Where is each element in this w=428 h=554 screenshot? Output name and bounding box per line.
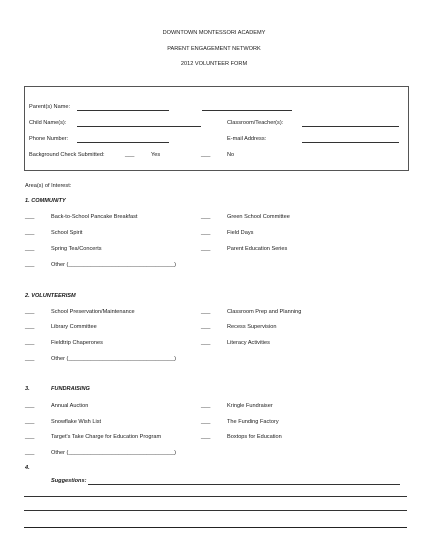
volunteerism-blank-1[interactable]: ___ [25, 309, 35, 315]
community-item-3: Spring Tea/Concerts [51, 246, 102, 252]
fundraising-blank-1[interactable]: ___ [25, 403, 35, 409]
volunteerism-blank-2[interactable]: ___ [25, 324, 35, 330]
suggestions-line-1[interactable] [88, 484, 400, 485]
fundraising-right-item-1: Kringle Fundraiser [227, 403, 273, 409]
community-right-blank-1[interactable]: ___ [201, 214, 211, 220]
suggestions-number: 4. [25, 465, 30, 471]
community-right-item-3: Parent Education Series [227, 246, 288, 252]
background-yes-label: Yes [151, 152, 161, 158]
phone-field[interactable] [77, 142, 169, 143]
fundraising-other[interactable]: Other (__________________________________) [51, 450, 177, 456]
page-bottom-rule [24, 527, 407, 528]
child-name-field[interactable] [77, 126, 201, 127]
parents-name-field[interactable] [77, 110, 169, 111]
community-right-item-1: Green School Committee [227, 214, 290, 220]
volunteerism-blank-3[interactable]: ___ [25, 340, 35, 346]
community-other[interactable]: Other (__________________________________) [51, 262, 177, 268]
volunteerism-blank-4[interactable]: ___ [25, 356, 35, 362]
community-right-blank-2[interactable]: ___ [201, 230, 211, 236]
volunteerism-right-blank-2[interactable]: ___ [201, 324, 211, 330]
email-label: E-mail Address: [227, 136, 267, 142]
form-title: 2012 VOLUNTEER FORM [180, 61, 248, 67]
fundraising-right-blank-3[interactable]: ___ [201, 434, 211, 440]
fundraising-item-3: Target's Take Charge for Education Program [51, 434, 162, 440]
fundraising-blank-2[interactable]: ___ [25, 419, 35, 425]
fundraising-right-item-3: Boxtops for Education [227, 434, 282, 440]
background-yes-blank[interactable]: ___ [125, 152, 135, 158]
parents-name-label: Parent(s) Name: [29, 104, 71, 110]
background-no-label: No [227, 152, 235, 158]
volunteerism-other[interactable]: Other (__________________________________) [51, 356, 177, 362]
community-blank-4[interactable]: ___ [25, 262, 35, 268]
suggestions-line-3[interactable] [24, 510, 407, 511]
volunteerism-heading: 2. VOLUNTEERISM [25, 293, 76, 299]
suggestions-line-2[interactable] [24, 496, 407, 497]
background-check-label: Background Check Submitted: [29, 152, 105, 158]
background-no-blank[interactable]: ___ [201, 152, 211, 158]
fundraising-item-1: Annual Auction [51, 403, 89, 409]
volunteerism-item-3: Fieldtrip Chaperones [51, 340, 103, 346]
community-blank-1[interactable]: ___ [25, 214, 35, 220]
parents-name-field-2[interactable] [202, 110, 292, 111]
suggestions-label: Suggestions: [51, 478, 87, 484]
school-name: DOWNTOWN MONTESSORI ACADEMY [162, 30, 266, 36]
volunteerism-right-blank-3[interactable]: ___ [201, 340, 211, 346]
fundraising-right-item-2: The Funding Factory [227, 419, 279, 425]
community-right-blank-3[interactable]: ___ [201, 246, 211, 252]
fundraising-blank-3[interactable]: ___ [25, 434, 35, 440]
volunteerism-item-2: Library Committee [51, 324, 97, 330]
fundraising-item-2: Snowflake Wish List [51, 419, 102, 425]
volunteerism-right-blank-1[interactable]: ___ [201, 309, 211, 315]
community-heading: 1. COMMUNITY [25, 198, 66, 204]
volunteerism-right-item-3: Literacy Activities [227, 340, 270, 346]
phone-label: Phone Number: [29, 136, 69, 142]
fundraising-number: 3. [25, 386, 30, 392]
classroom-field[interactable] [302, 126, 399, 127]
community-right-item-2: Field Days [227, 230, 254, 236]
areas-of-interest-label: Area(s) of Interest: [25, 183, 72, 189]
community-blank-2[interactable]: ___ [25, 230, 35, 236]
community-blank-3[interactable]: ___ [25, 246, 35, 252]
volunteerism-right-item-1: Classroom Prep and Planning [227, 309, 302, 315]
fundraising-right-blank-2[interactable]: ___ [201, 419, 211, 425]
child-name-label: Child Name(s): [29, 120, 67, 126]
volunteerism-item-1: School Preservation/Maintenance [51, 309, 135, 315]
email-field[interactable] [302, 142, 399, 143]
classroom-label: Classroom/Teacher(s): [227, 120, 284, 126]
fundraising-heading: FUNDRAISING [51, 386, 90, 392]
fundraising-right-blank-1[interactable]: ___ [201, 403, 211, 409]
fundraising-blank-4[interactable]: ___ [25, 450, 35, 456]
community-item-2: School Spirit [51, 230, 83, 236]
volunteerism-right-item-2: Recess Supervision [227, 324, 277, 330]
community-item-1: Back-to-School Pancake Breakfast [51, 214, 138, 220]
network-name: PARENT ENGAGEMENT NETWORK [167, 46, 261, 52]
